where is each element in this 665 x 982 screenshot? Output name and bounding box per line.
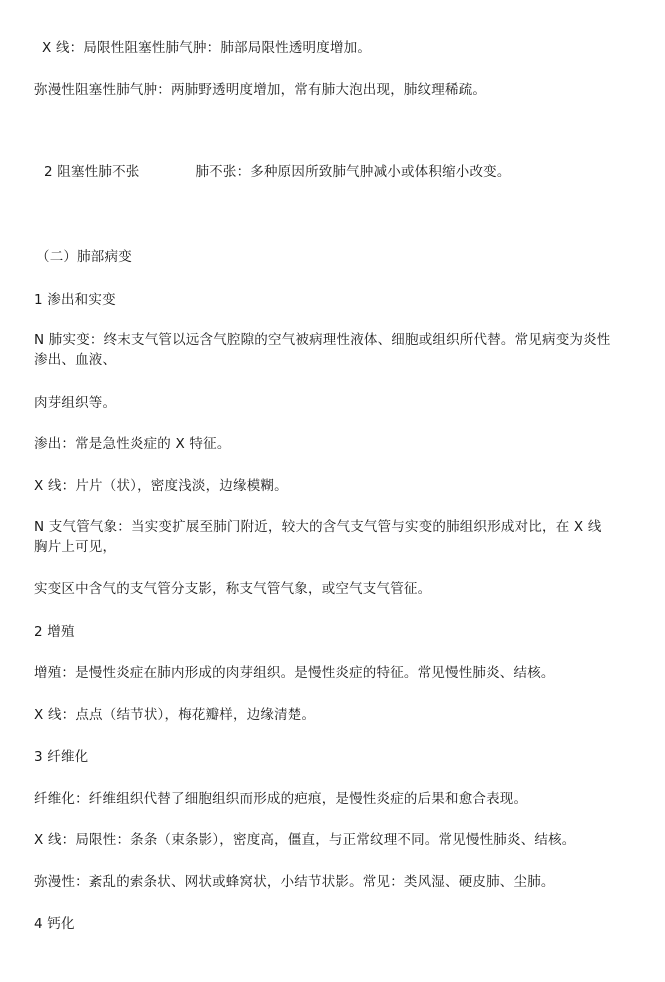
text-line-air-bronchogram: N 支气管气象：当实变扩展至肺门附近，较大的含气支气管与实变的肺组织形成对比，在 X 线胸片上可见， — [34, 519, 602, 555]
subheading-calcification: 4 钙化 — [34, 916, 75, 932]
text-line-diffuse-fibrosis: 弥漫性：紊乱的索条状、网状或蜂窝状，小结节状影。常见：类风湿、硬皮肺、尘肺。 — [34, 874, 555, 890]
text-line-granulation: 肉芽组织等。 — [34, 395, 117, 411]
text-line-air-bronchogram-sign: 实变区中含气的支气管分支影，称支气管气象，或空气支气管征。 — [34, 581, 432, 597]
subheading-fibrosis: 3 纤维化 — [34, 749, 89, 765]
text-line-xray-local-fibrosis: X 线：局限性：条条（束条影），密度高，僵直，与正常纹理不同。常见慢性肺炎、结核。 — [34, 832, 576, 848]
text-line-fibrosis-definition: 纤维化：纤维组织代替了细胞组织而形成的疤痕，是慢性炎症的后果和愈合表现。 — [34, 791, 528, 807]
subheading-exudation-consolidation: 1 渗出和实变 — [34, 292, 116, 308]
atelectasis-definition: 肺不张：多种原因所致肺气肿减小或体积缩小改变。 — [195, 164, 511, 180]
text-line-xray-patchy: X 线：片片（状），密度浅淡，边缘模糊。 — [34, 478, 288, 494]
section-heading-lung-lesions: （二）肺部病变 — [36, 249, 132, 265]
text-line-xray-local-emphysema: X 线：局限性阻塞性肺气肿：肺部局限性透明度增加。 — [42, 40, 372, 56]
subheading-proliferation: 2 增殖 — [34, 624, 75, 640]
text-line-exudation: 渗出：常是急性炎症的 X 特征。 — [34, 436, 231, 452]
atelectasis-heading: 2 阻塞性肺不张 — [44, 164, 140, 180]
text-line-consolidation-definition: N 肺实变：终末支气管以远含气腔隙的空气被病理性液体、细胞或组织所代替。常见病变为炎性渗出、血液、 — [34, 332, 611, 368]
text-line-diffuse-emphysema: 弥漫性阻塞性肺气肿：两肺野透明度增加，常有肺大泡出现，肺纹理稀疏。 — [34, 82, 487, 98]
text-line-atelectasis — [44, 162, 644, 182]
text-line-xray-nodular: X 线：点点（结节状），梅花瓣样，边缘清楚。 — [34, 707, 316, 723]
text-line-proliferation-definition: 增殖：是慢性炎症在肺内形成的肉芽组织。是慢性炎症的特征。常见慢性肺炎、结核。 — [34, 665, 555, 681]
